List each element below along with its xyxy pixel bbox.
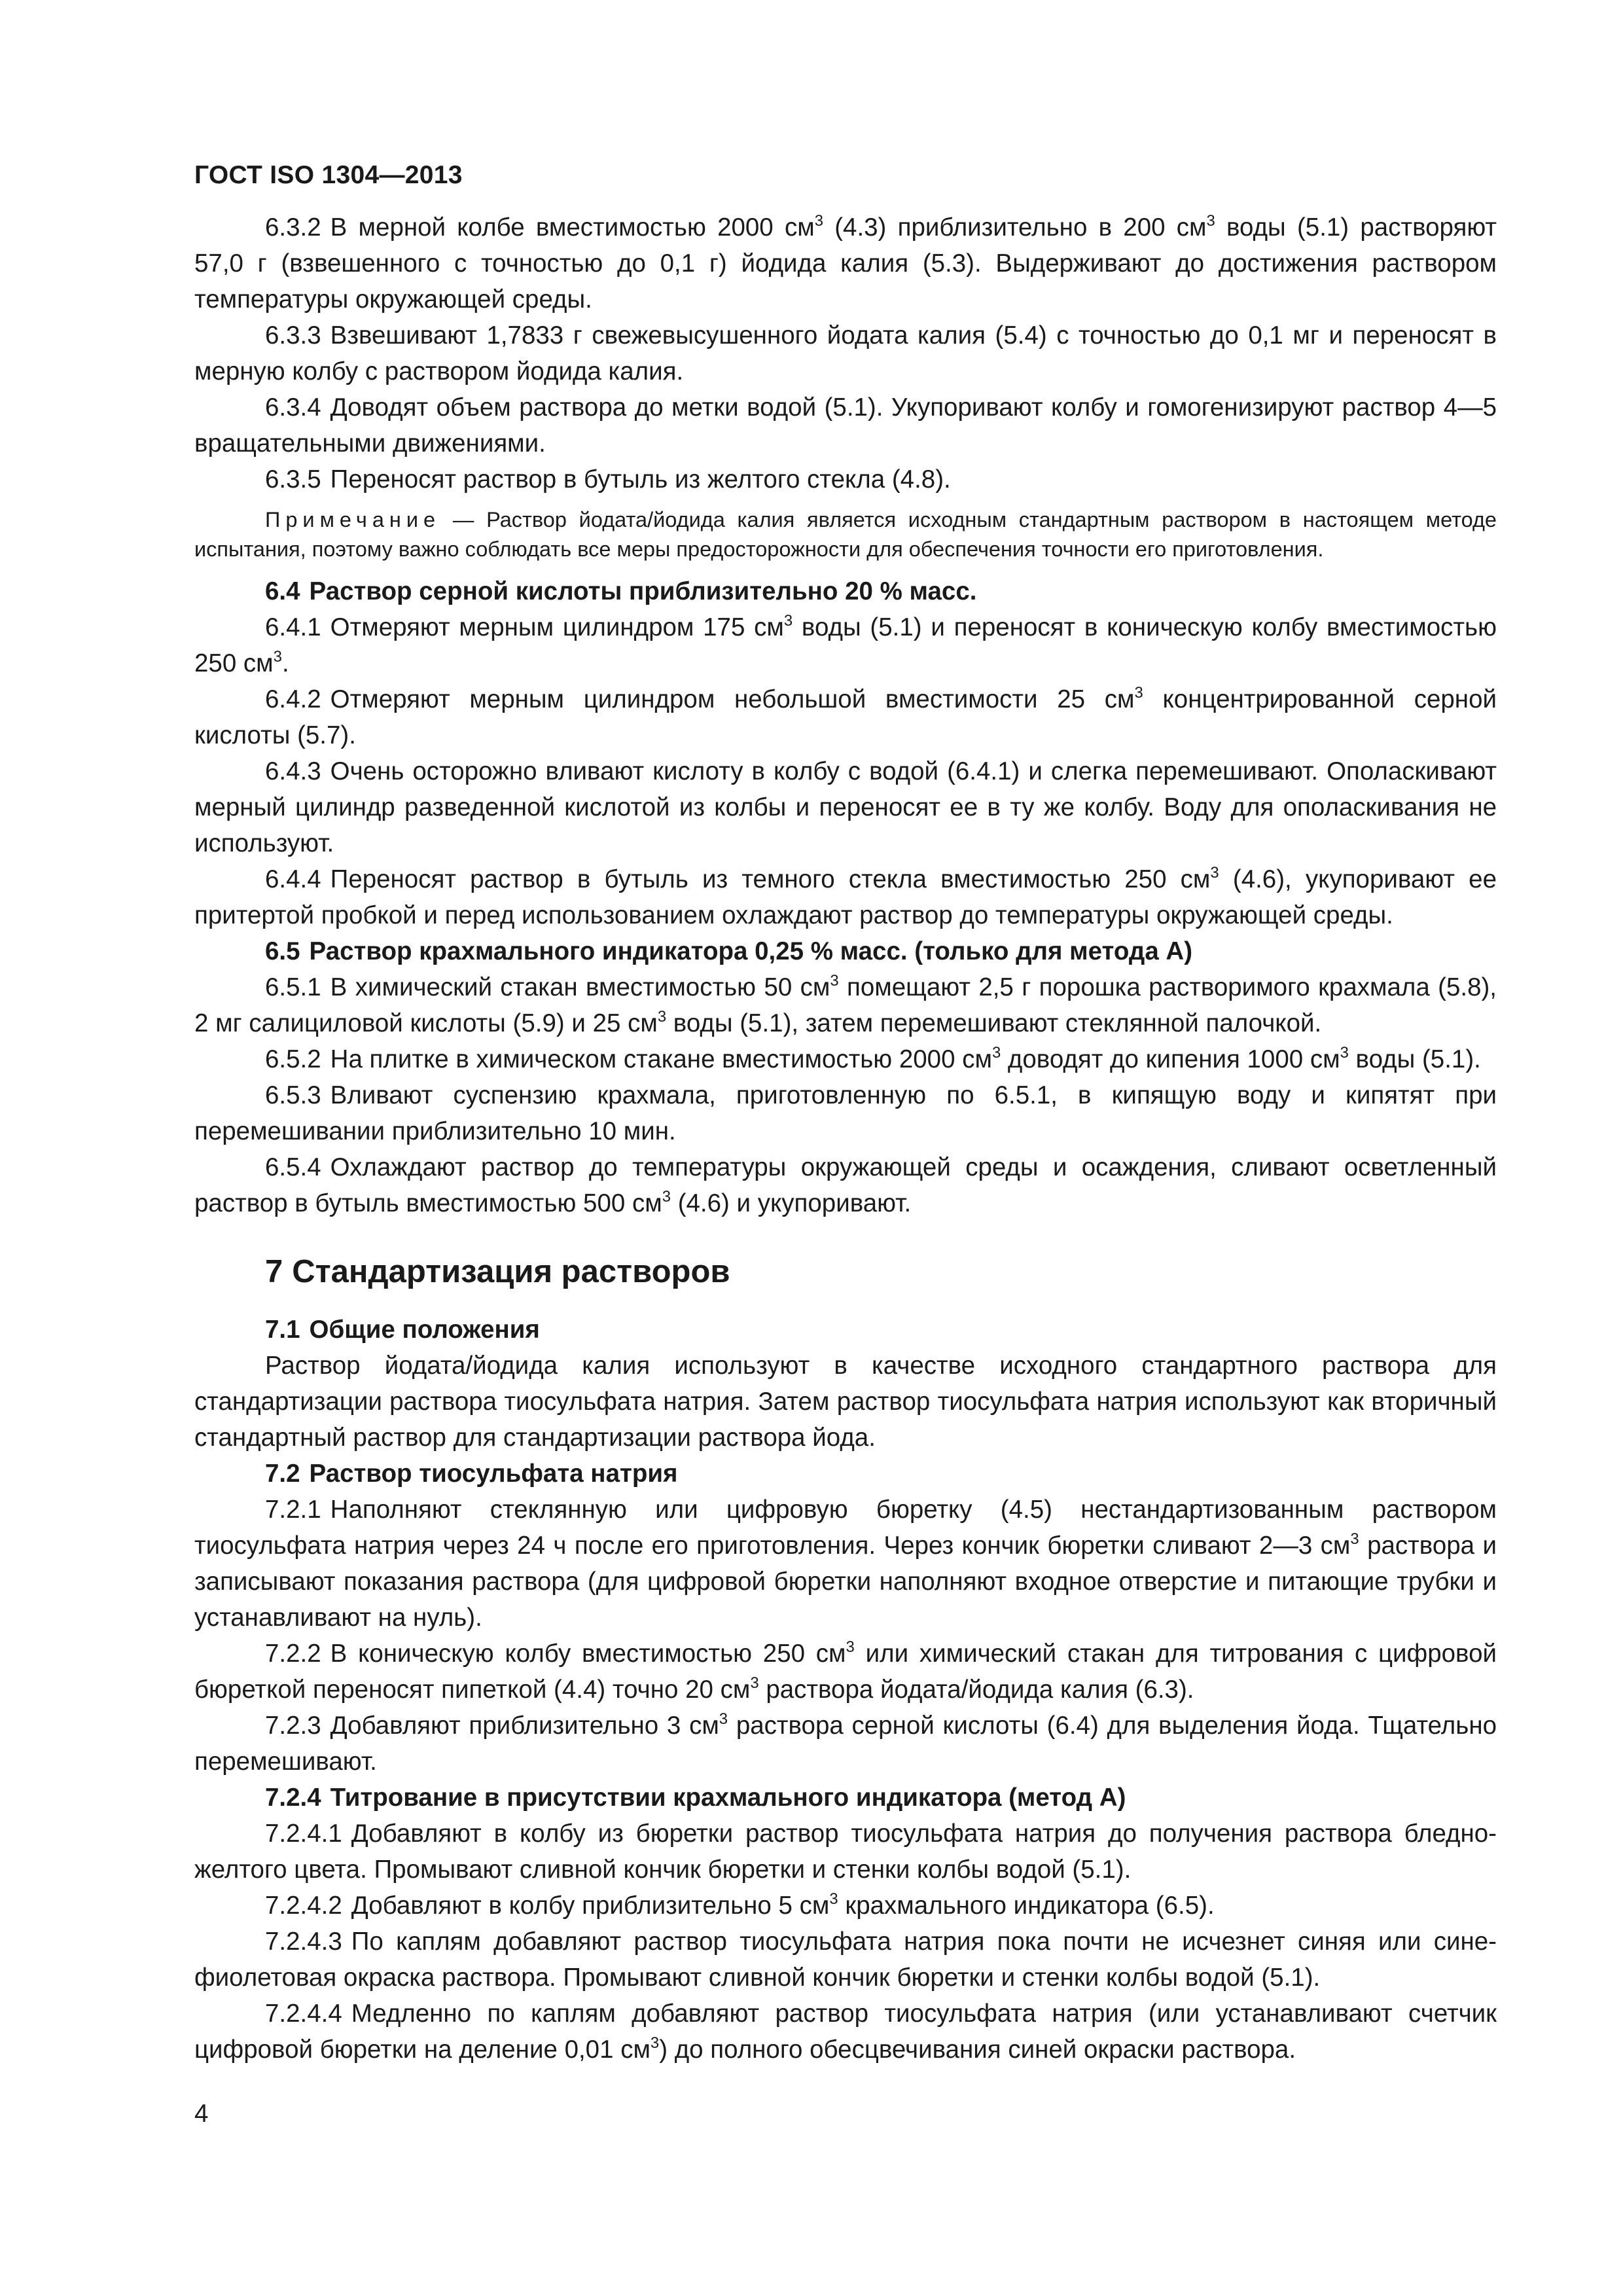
page-number: 4: [194, 2100, 209, 2128]
superscript: 3: [273, 648, 282, 666]
subheading-7-2-4: [194, 1780, 1497, 1816]
subheading-6-5: [194, 933, 1497, 969]
superscript: 3: [991, 1044, 1001, 1062]
superscript: 3: [750, 1674, 759, 1693]
paragraph-number: 7.2.2: [265, 1640, 321, 1668]
superscript: 3: [814, 212, 823, 230]
note-text: — Раствор йодата/йодида калия является исходным стандартным раствором в настоящем методе испытания, поэтому важно соблюдать все меры предосторожности для обеспечения точности его приготовления.: [194, 508, 1497, 561]
paragraph-7-1: Раствор йодата/йодида калия используют в качестве исходного стандартного раствора для стандартизации раствора тиосульфата натрия. Затем раствор тиосульфата натрия используют как вторичный стандартный раствор для стандартизации раствора йода.: [194, 1352, 1497, 1452]
paragraph-6-5-3: 6.5.3 Вливают суспензию крахмала, приготовленную по 6.5.1, в кипящую воду и кипятят при перемешивании приблизительно 10 мин.: [194, 1081, 1497, 1145]
superscript: 3: [662, 1188, 671, 1206]
paragraph-7-2-3: 7.2.3 Добавляют приблизительно 3 $см^3$ раствора серной кислоты (6.4) для выделения йода. Тщательно перемешивают.: [194, 1710, 1497, 1776]
heading-number: 7.2: [265, 1460, 300, 1488]
paragraph-6-4-1: 6.4.1 Отмеряют мерным цилиндром 175 $см^3$ воды (5.1) и переносят в коническую колбу вместимостью 250 $см^3$.: [194, 612, 1497, 677]
paragraph-number: 6.4.2: [265, 685, 321, 713]
paragraph-number: 7.2.4.1: [265, 1820, 342, 1848]
heading-number: 7.1: [265, 1316, 300, 1344]
paragraph-6-3-2: 6.3.2 В мерной колбе вместимостью 2000 $см^3$ (4.3) приблизительно в 200 $см^3$ воды (5.1) растворяют 57,0 г (взвешенного с точностью до 0,1 г) йодида калия (5.3). Выдерживают до достижения раствором температуры окружающей среды.: [194, 212, 1497, 314]
paragraph-number: 6.3.3: [265, 321, 321, 350]
heading-title: Раствор крахмального индикатора 0,25 % масс. (только для метода А): [309, 937, 1193, 965]
superscript: 3: [719, 1710, 728, 1729]
subheading-6-4: [194, 573, 1497, 609]
paragraph-6-3-3: 6.3.3 Взвешивают 1,7833 г свежевысушенного йодата калия (5.4) с точностью до 0,1 мг и переносят в мерную колбу с раствором йодида калия.: [194, 321, 1497, 386]
paragraph-7-2-4-2: 7.2.4.2 Добавляют в колбу приблизительно 5 $см^3$ крахмального индикатора (6.5).: [265, 1890, 1215, 1920]
heading-number: 7.2.4: [265, 1784, 321, 1812]
subheading-7-1: [194, 1312, 1497, 1348]
paragraph-6-5-4: 6.5.4 Охлаждают раствор до температуры окружающей среды и осаждения, сливают осветленный раствор в бутыль вместимостью 500 $см^3$ (4.6) и укупоривают.: [194, 1153, 1497, 1217]
heading-number: 7: [265, 1254, 283, 1289]
paragraph-number: 7.2.1: [265, 1496, 321, 1524]
paragraph-number: 6.4.1: [265, 613, 321, 641]
paragraph-6-4-4: 6.4.4 Переносят раствор в бутыль из темного стекла вместимостью 250 $см^3$ (4.6), укупоривают ее притертой пробкой и перед использованием охлаждают раствор до температуры окружающей среды.: [194, 864, 1497, 929]
paragraph-7-2-4-1: 7.2.4.1 Добавляют в колбу из бюретки раствор тиосульфата натрия до получения раствора бледно-желтого цвета. Промывают сливной кончик бюретки и стенки колбы водой (5.1).: [194, 1820, 1497, 1884]
note: [194, 505, 1497, 564]
heading-number: 6.5: [265, 937, 300, 965]
paragraph-number: 7.2.4.3: [265, 1928, 342, 1956]
superscript: 3: [650, 2034, 660, 2053]
paragraph-number: 6.5.2: [265, 1045, 321, 1073]
paragraph-number: 6.5.3: [265, 1081, 321, 1109]
heading-title: Общие положения: [309, 1316, 540, 1344]
heading-title: Раствор серной кислоты приблизительно 20 % масс.: [309, 577, 977, 605]
paragraph-number: 6.5.1: [265, 973, 321, 1001]
heading-title: Титрование в присутствии крахмального индикатора (метод А): [330, 1784, 1126, 1812]
section-heading-7: [265, 1250, 1497, 1293]
document-body: [194, 209, 1497, 2068]
paragraph-6-3-5: 6.3.5 Переносят раствор в бутыль из желтого стекла (4.8).: [265, 465, 951, 493]
paragraph-number: 6.3.5: [265, 465, 321, 493]
superscript: 3: [829, 1890, 838, 1909]
paragraph-number: 6.3.4: [265, 393, 321, 422]
document-code: ГОСТ ISO 1304—2013: [194, 161, 463, 189]
superscript: 3: [1350, 1530, 1359, 1549]
superscript: 3: [657, 1008, 667, 1026]
paragraph-number: 6.5.4: [265, 1153, 321, 1181]
paragraph-number: 6.4.3: [265, 757, 321, 785]
superscript: 3: [846, 1638, 855, 1657]
paragraph-7-2-2: 7.2.2 В коническую колбу вместимостью 250 $см^3$ или химический стакан для титрования с цифровой бюреткой переносят пипеткой (4.4) точно 20 $см^3$ раствора йодата/йодида калия (6.3).: [194, 1638, 1497, 1704]
paragraph-number: 7.2.3: [265, 1712, 321, 1740]
paragraph-6-3-4: 6.3.4 Доводят объем раствора до метки водой (5.1). Укупоривают колбу и гомогенизируют раствор 4—5 вращательными движениями.: [194, 393, 1497, 457]
superscript: 3: [783, 612, 793, 630]
heading-number: 6.4: [265, 577, 300, 605]
superscript: 3: [1206, 212, 1215, 230]
paragraph-7-2-4-4: 7.2.4.4 Медленно по каплям добавляют раствор тиосульфата натрия (или устанавливают счетчик цифровой бюретки на деление 0,01 $см^3$) до полного обесцвечивания синей окраски раствора.: [194, 2000, 1497, 2064]
paragraph-number: 6.4.4: [265, 865, 321, 893]
paragraph-6-4-3: 6.4.3 Очень осторожно вливают кислоту в колбу с водой (6.4.1) и слегка перемешивают. Ополаскивают мерный цилиндр разведенной кислотой из колбы и переносят ее в ту же колбу. Воду для ополаскивания не используют.: [194, 757, 1497, 857]
paragraph-6-5-2: 6.5.2 На плитке в химическом стакане вместимостью 2000 $см^3$ доводят до кипения 1000 $см^3$ воды (5.1).: [265, 1044, 1481, 1073]
paragraph-7-2-1: 7.2.1 Наполняют стеклянную или цифровую бюретку (4.5) нестандартизованным раствором тиосульфата натрия через 24 ч после его приготовления. Через кончик бюретки сливают 2—3 $см^3$ раствора и записывают показания раствора (для цифровой бюретки наполняют входное отверстие и питающие трубки и устанавливают на нуль).: [194, 1496, 1497, 1632]
superscript: 3: [1210, 864, 1219, 882]
note-label: Примечание: [265, 508, 441, 531]
paragraph-number: 7.2.4.4: [265, 2000, 342, 2028]
paragraph-7-2-4-3: 7.2.4.3 По каплям добавляют раствор тиосульфата натрия пока почти не исчезнет синяя или сине-фиолетовая окраска раствора. Промывают сливной кончик бюретки и стенки колбы водой (5.1).: [194, 1928, 1497, 1992]
superscript: 3: [1340, 1044, 1349, 1062]
subheading-7-2: [194, 1456, 1497, 1492]
paragraph-number: 7.2.4.2: [265, 1892, 342, 1920]
document-page: [194, 0, 1497, 2296]
heading-title: Раствор тиосульфата натрия: [309, 1460, 678, 1488]
paragraph-6-4-2: 6.4.2 Отмеряют мерным цилиндром небольшой вместимости 25 $см^3$ концентрированной серной кислоты (5.7).: [194, 684, 1497, 749]
heading-title: Стандартизация растворов: [292, 1254, 730, 1289]
superscript: 3: [1134, 684, 1143, 702]
paragraph-number: 6.3.2: [265, 213, 321, 242]
superscript: 3: [830, 972, 839, 990]
paragraph-6-5-1: 6.5.1 В химический стакан вместимостью 50 $см^3$ помещают 2,5 г порошка растворимого крахмала (5.8), 2 мг салициловой кислоты (5.9) и 25 $см^3$ воды (5.1), затем перемешивают стеклянной палочкой.: [194, 972, 1497, 1037]
